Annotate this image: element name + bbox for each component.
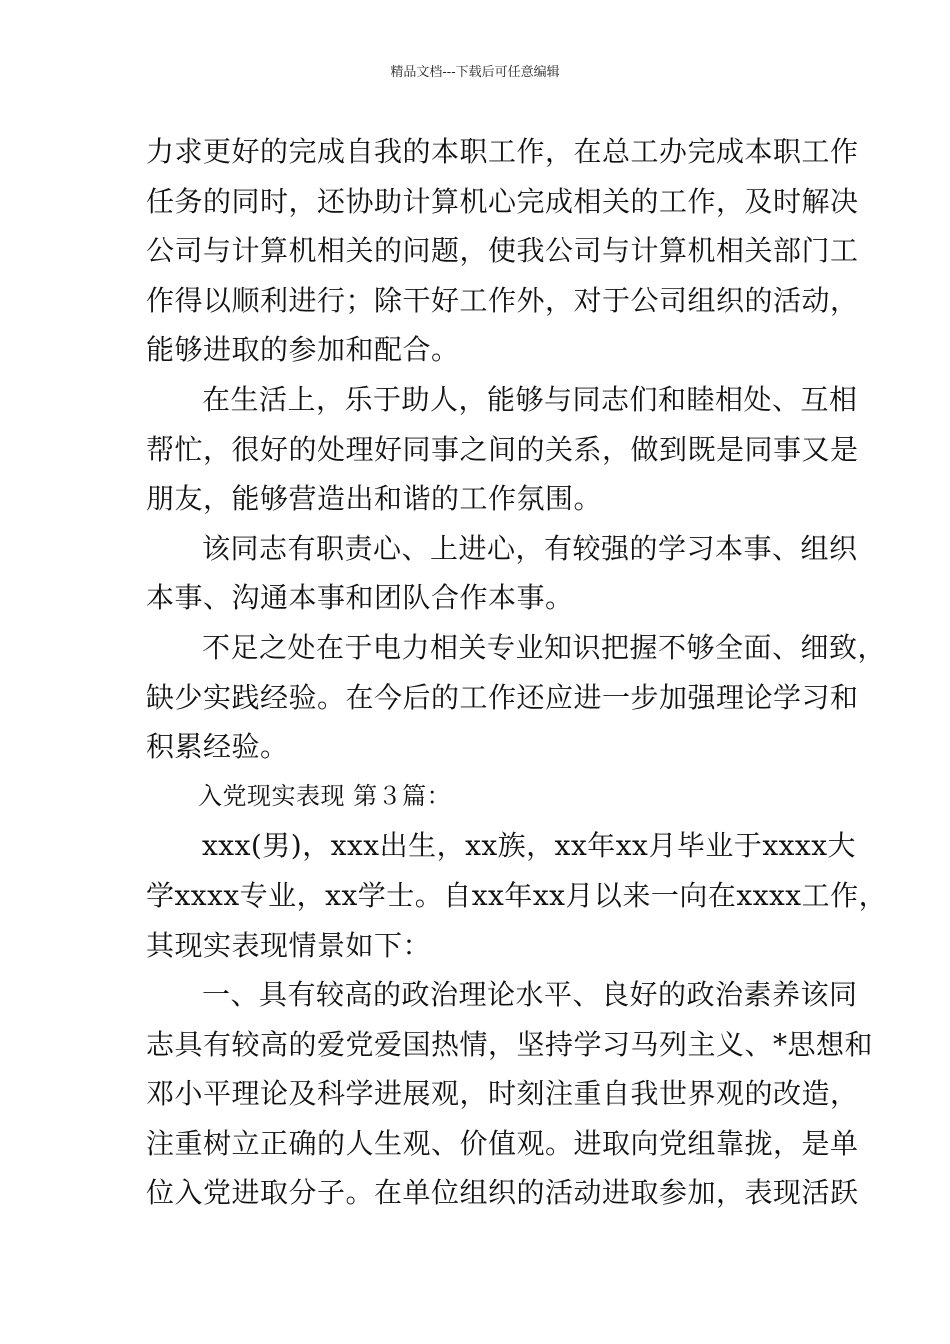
text-line: 力求更好的完成自我的本职工作，在总工办完成本职工作	[146, 135, 859, 168]
text-line: 注重树立正确的人生观、价值观。进取向党组靠拢，是单	[146, 1126, 859, 1160]
text-line: 任务的同时，还协助计算机心完成相关的工作，及时解决	[146, 184, 859, 218]
text-line: 能够进取的参加和配合。	[146, 333, 460, 367]
text-line: 作得以顺利进行；除干好工作外，对于公司组织的活动，	[146, 283, 859, 317]
paragraph-first-line: xxx(男)，xxx出生，xx族，xx年xx月毕业于xxxx大	[202, 829, 857, 863]
page-header: 精品文档---下载后可任意编辑	[390, 65, 560, 80]
text-line: 帮忙，很好的处理好同事之间的关系，做到既是同事又是	[146, 432, 859, 466]
text-line: 邓小平理论及科学进展观，时刻注重自我世界观的改造，	[146, 1077, 859, 1111]
text-line: 积累经验。	[146, 730, 289, 764]
text-line: 位入党进取分子。在单位组织的活动进取参加，表现活跃	[146, 1176, 859, 1210]
text-line: 公司与计算机相关的问题，使我公司与计算机相关部门工	[146, 234, 859, 268]
text-line: 朋友，能够营造出和谐的工作氛围。	[146, 482, 603, 516]
section-heading: 入党现实表现 第３篇：	[198, 781, 452, 810]
text-line: 其现实表现情景如下：	[146, 928, 432, 962]
paragraph-first-line: 不足之处在于电力相关专业知识把握不够全面、细致，	[202, 630, 887, 664]
text-line: 缺少实践经验。在今后的工作还应进一步加强理论学习和	[146, 680, 859, 714]
text-line: 本事、沟通本事和团队合作本事。	[146, 581, 574, 615]
document-body	[146, 127, 888, 1218]
paragraph-first-line: 该同志有职责心、上进心，有较强的学习本事、组织	[202, 531, 858, 565]
paragraph-first-line: 在生活上，乐于助人，能够与同志们和睦相处、互相	[202, 382, 858, 416]
text-line: 学xxxx专业，xx学士。自xx年xx月以来一向在xxxx工作，	[146, 878, 888, 912]
paragraph-first-line: 一、具有较高的政治理论水平、良好的政治素养该同	[202, 978, 858, 1012]
text-line: 志具有较高的爱党爱国热情，坚持学习马列主义、*思想和	[146, 1027, 874, 1061]
